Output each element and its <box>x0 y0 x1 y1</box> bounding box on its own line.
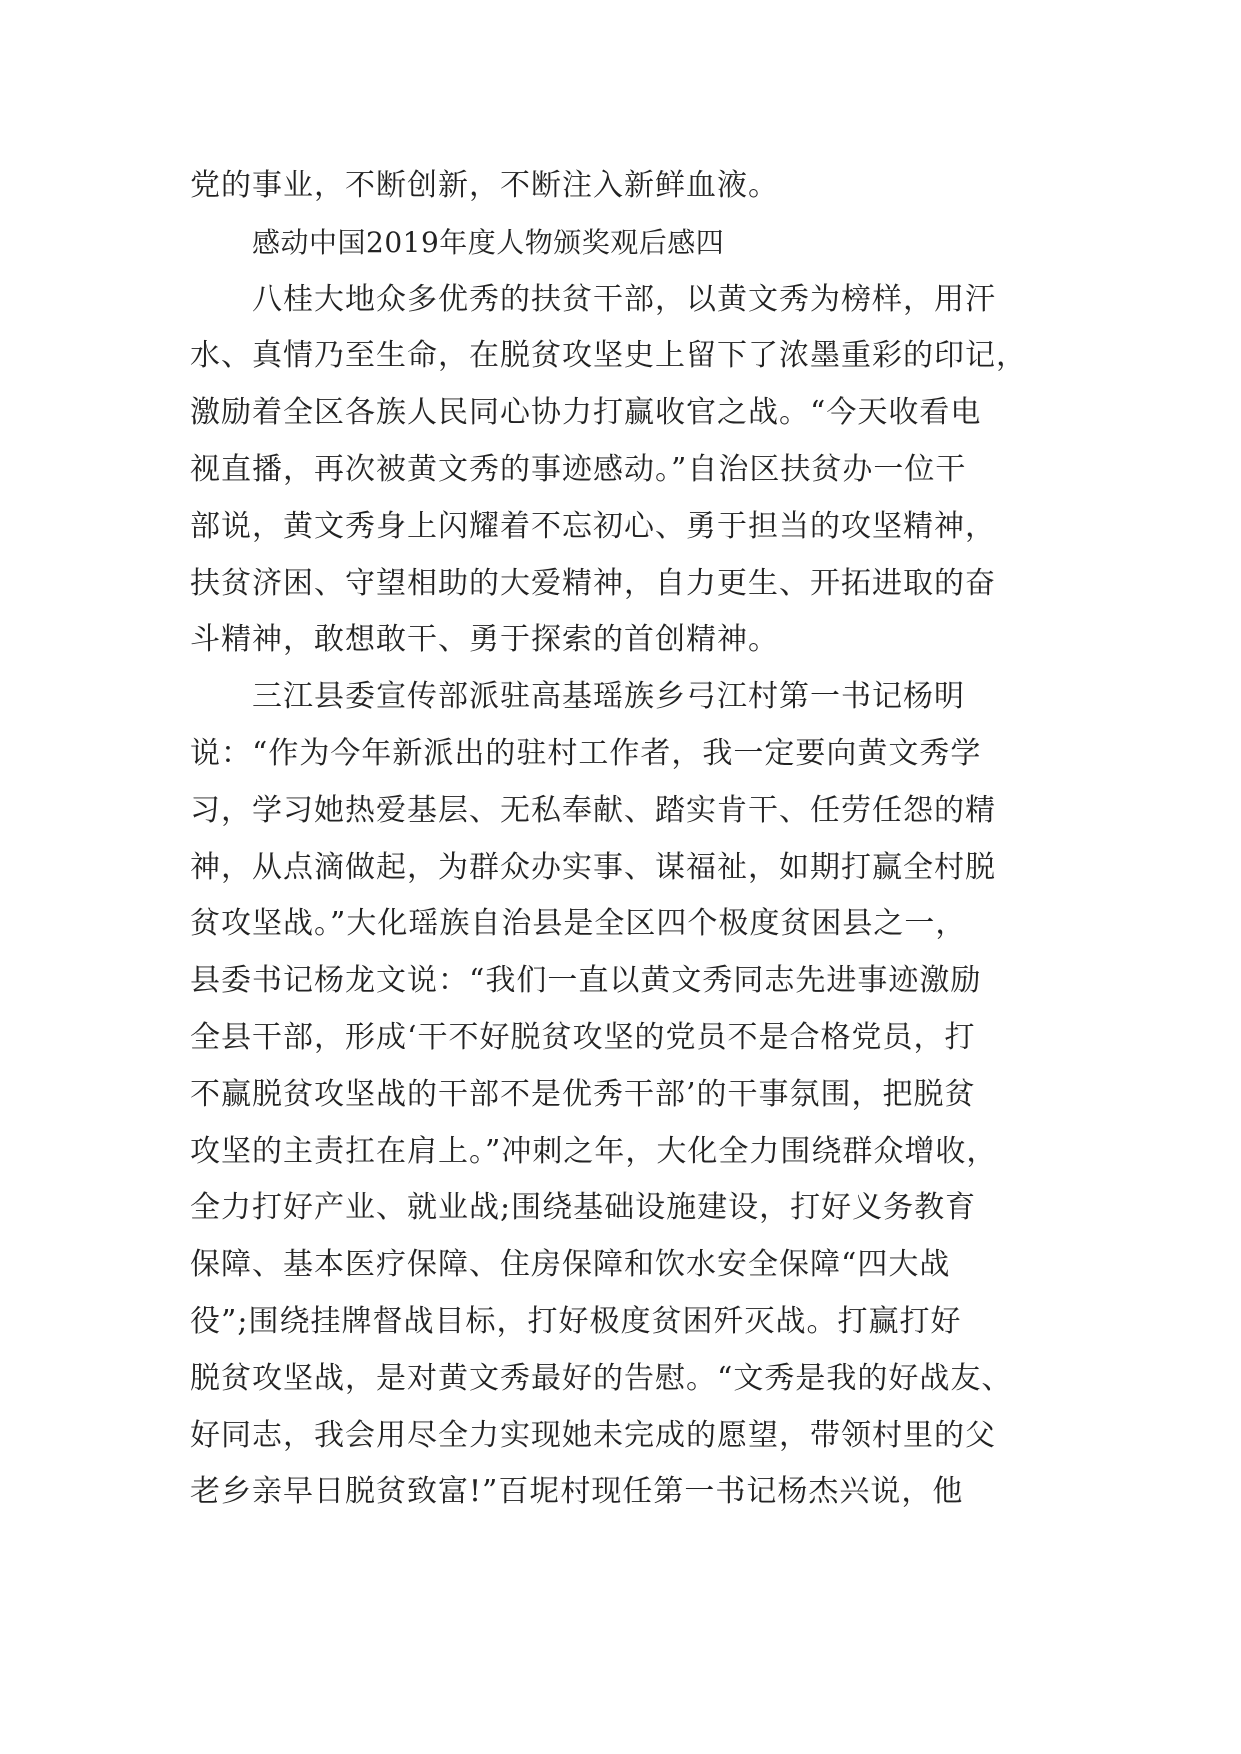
text-line: 攻坚的主责扛在肩上。”冲刺之年，大化全力围绕群众增收， <box>190 1133 998 1169</box>
section-title: 感动中国2019年度人物颁奖观后感四 <box>252 225 725 259</box>
text-line: 八桂大地众多优秀的扶贫干部，以黄文秀为榜样，用汗 <box>252 281 996 317</box>
text-line: 县委书记杨龙文说：“我们一直以黄文秀同志先进事迹激励 <box>190 963 982 999</box>
text-line: 贫攻坚战。”大化瑶族自治县是全区四个极度贫困县之一， <box>190 906 967 942</box>
text-line: 习，学习她热爱基层、无私奉献、踏实肯干、任劳任怨的精 <box>190 792 996 828</box>
text-line: 全县干部，形成‘干不好脱贫攻坚的党员不是合格党员，打 <box>190 1019 976 1055</box>
text-line: 激励着全区各族人民同心协力打赢收官之战。“今天收看电 <box>190 395 982 431</box>
text-line: 好同志，我会用尽全力实现她未完成的愿望，带领村里的父 <box>190 1417 996 1453</box>
text-line: 部说，黄文秀身上闪耀着不忘初心、勇于担当的攻坚精神， <box>190 508 996 544</box>
text-line: 三江县委宣传部派驻高基瑶族乡弓江村第一书记杨明 <box>252 679 965 715</box>
text-line: 水、真情乃至生命，在脱贫攻坚史上留下了浓墨重彩的印记， <box>190 338 1027 374</box>
text-line: 脱贫攻坚战，是对黄文秀最好的告慰。“文秀是我的好战友、 <box>190 1360 1013 1396</box>
text-line: 扶贫济困、守望相助的大爱精神，自力更生、开拓进取的奋 <box>190 565 996 601</box>
text-line: 不赢脱贫攻坚战的干部不是优秀干部’的干事氛围，把脱贫 <box>190 1076 976 1112</box>
text-line: 役”;围绕挂牌督战目标，打好极度贫困歼灭战。打赢打好 <box>190 1303 962 1339</box>
text-line: 老乡亲早日脱贫致富!”百坭村现任第一书记杨杰兴说，他 <box>190 1474 964 1510</box>
text-line: 全力打好产业、就业战;围绕基础设施建设，打好义务教育 <box>190 1190 977 1226</box>
text-line: 斗精神，敢想敢干、勇于探索的首创精神。 <box>190 622 779 658</box>
text-line: 说：“作为今年新派出的驻村工作者，我一定要向黄文秀学 <box>190 735 982 771</box>
text-line: 保障、基本医疗保障、住房保障和饮水安全保障“四大战 <box>190 1247 951 1283</box>
text-line: 党的事业，不断创新，不断注入新鲜血液。 <box>190 168 779 203</box>
text-line: 视直播，再次被黄文秀的事迹感动。”自治区扶贫办一位干 <box>190 451 967 487</box>
document-body <box>190 158 1075 1521</box>
text-line: 神，从点滴做起，为群众办实事、谋福祉，如期打赢全村脱 <box>190 849 996 885</box>
